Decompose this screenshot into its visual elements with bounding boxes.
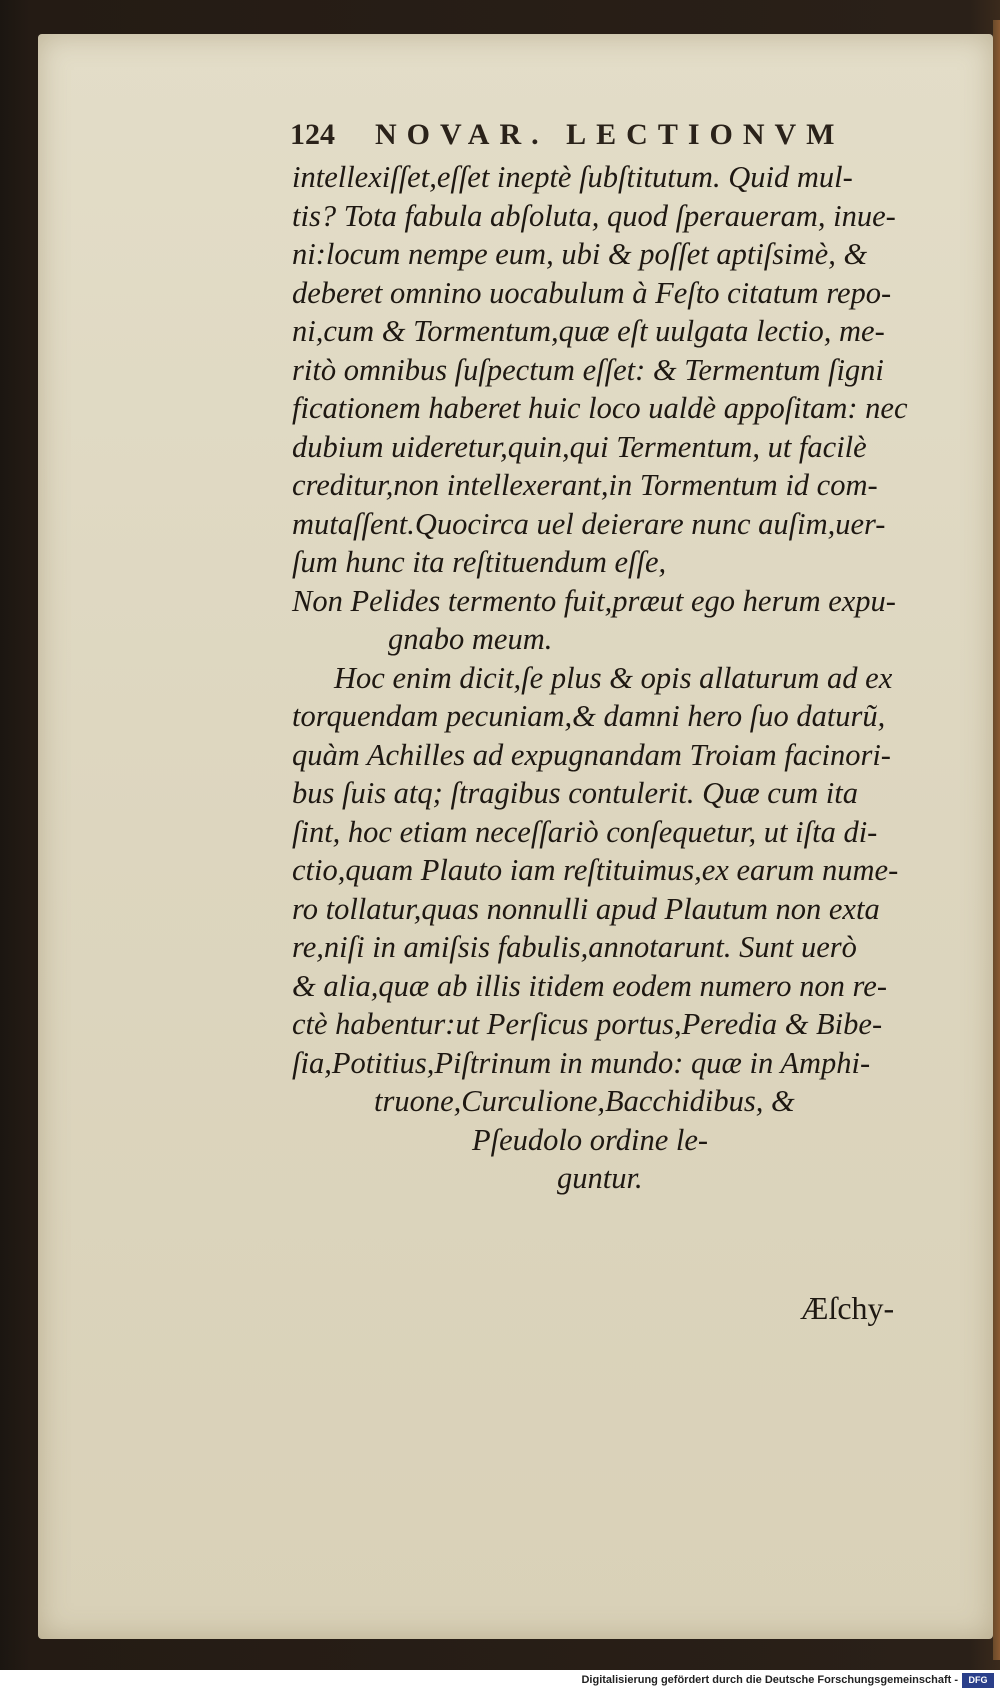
text-line: ritò omnibus ſuſpectum eſſet: & Termentum ſigni (292, 352, 884, 387)
paragraph-line: Pſeudolo ordine le- (472, 1122, 709, 1157)
text-line: tis? Tota fabula abſoluta, quod ſperaueram, inue- (292, 198, 896, 233)
book-edge (993, 20, 1000, 1660)
catchword: Æſchy- (800, 1290, 895, 1326)
paragraph-line: guntur. (557, 1161, 643, 1195)
paragraph-line: ctè habentur:ut Perſicus portus,Peredia & Bibe- (292, 1007, 883, 1041)
text-line: dubium uideretur,quin,qui Termentum, ut facilè (292, 429, 867, 464)
verse-line: Non Pelides termento fuit,præut ego herum expu- (292, 583, 896, 618)
paragraph-line: ſia,Potitius,Piſtrinum in mundo: quæ in Amphi- (292, 1045, 871, 1080)
paragraph-line: re,niſi in amiſsis fabulis,annotarunt. Sunt uerò (292, 930, 857, 964)
dfg-logo: DFG (962, 1673, 994, 1688)
text-line: ni:locum nempe eum, ubi & poſſet aptiſsimè, & (292, 237, 868, 271)
digitization-footer (0, 1670, 1000, 1694)
verse-line: gnabo meum. (388, 622, 553, 656)
paragraph-line: ro tollatur,quas nonnulli apud Plautum non exta (292, 891, 880, 926)
paragraph-line: ctio,quam Plauto iam reſtituimus,ex earum nume- (292, 853, 899, 887)
page-number: 124 (290, 118, 335, 151)
paragraph-line: ſint, hoc etiam neceſſariò conſequetur, ut iſta di- (292, 814, 878, 849)
main-text (292, 158, 932, 1198)
paragraph-line: bus ſuis atq; ſtragibus contulerit. Quæ cum ita (292, 776, 858, 810)
paragraph-line: & alia,quæ ab illis itidem eodem numero non re- (292, 968, 887, 1003)
text-line: intellexiſſet,eſſet ineptè ſubſtitutum. Quid mul- (292, 160, 853, 194)
text-line: ni,cum & Tormentum,quæ eſt uulgata lectio, me- (292, 314, 885, 348)
paragraph-line: Hoc enim dicit,ſe plus & opis allaturum ad ex (334, 660, 893, 695)
running-head (290, 118, 910, 158)
text-line: ſum hunc ita reſtituendum eſſe, (292, 545, 667, 579)
text-line: ficationem haberet huic loco ualdè appoſitam: nec (292, 391, 908, 425)
text-line: creditur,non intellexerant,in Tormentum id com- (292, 468, 878, 502)
paragraph-line: torquendam pecuniam,& damni hero ſuo daturũ, (292, 699, 886, 733)
text-line: deberet omnino uocabulum à Feſto citatum repo- (292, 275, 892, 310)
text-line: mutaſſent.Quocirca uel deierare nunc auſim,uer- (292, 506, 886, 541)
funding-credit: Digitalisierung gefördert durch die Deutsche Forschungsgemeinschaft - (581, 1674, 958, 1686)
paragraph-line: truone,Curculione,Bacchidibus, & (374, 1084, 795, 1118)
running-title: NOVAR. LECTIONVM (375, 118, 845, 151)
paragraph-line: quàm Achilles ad expugnandam Troiam facinori- (292, 737, 891, 772)
